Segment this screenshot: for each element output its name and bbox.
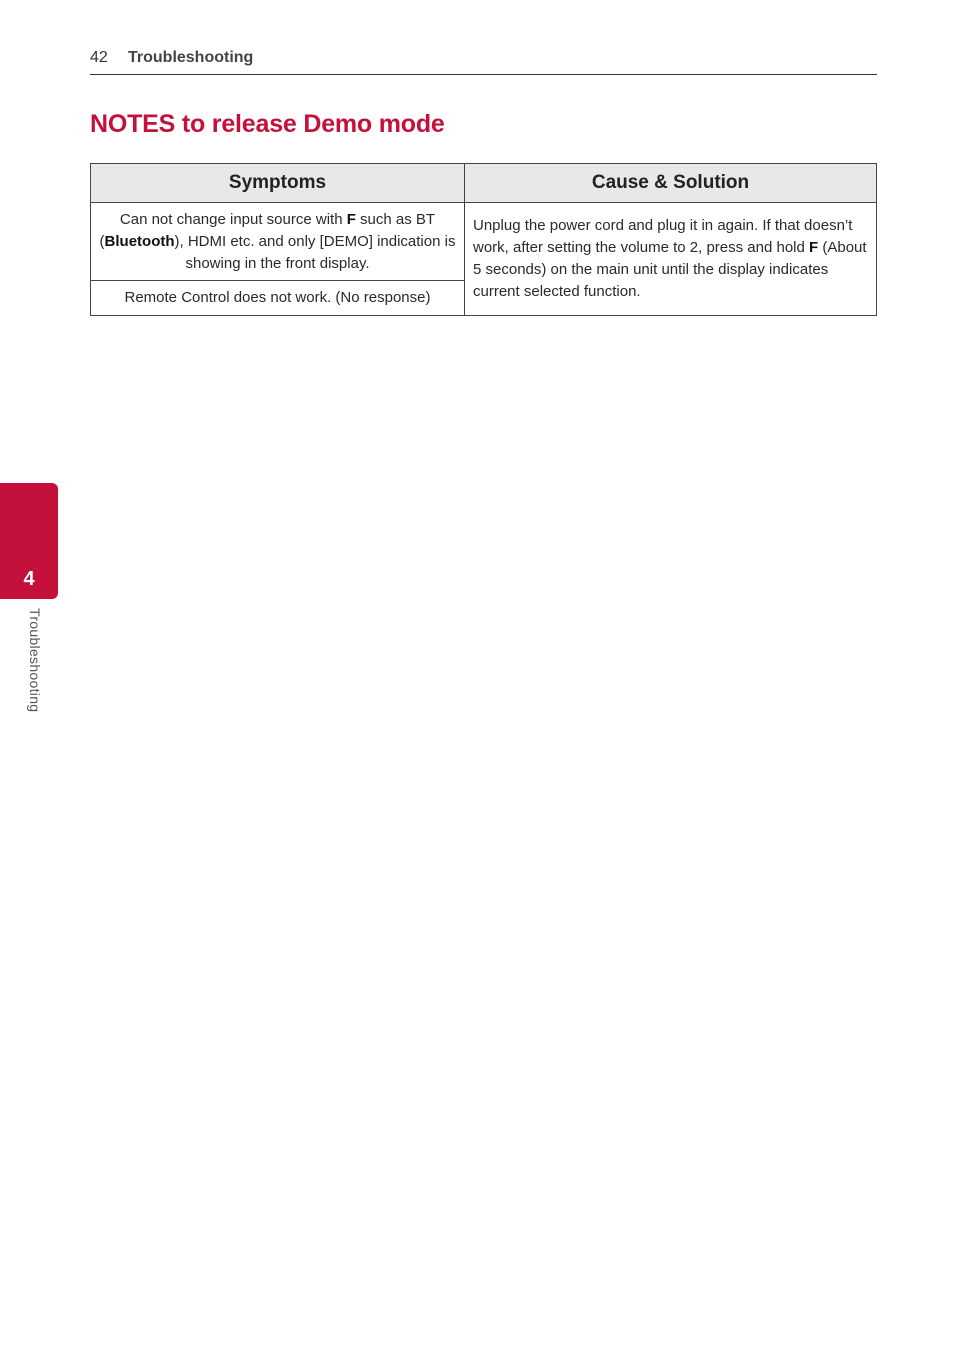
symptom-text: ), HDMI etc. and only [DEMO] indication is showing in the front display. [174,232,456,272]
function-key-label: F [346,210,356,228]
symptom-text: Remote Control does not work. (No response) [124,289,431,306]
symptom-cell [91,203,465,281]
bluetooth-label: Bluetooth [104,232,175,250]
chapter-label: Troubleshooting [27,608,43,713]
symptom-cell [91,281,465,316]
solution-text: Unplug the power cord and plug it in again. If that doesn’t work, after setting the volume to 2, press and hold [473,217,853,256]
column-header-cause-solution: Cause & Solution [465,164,877,203]
function-key-label: F [809,239,819,256]
column-header-symptoms: Symptoms [91,164,465,203]
chapter-number: 4 [23,568,35,590]
page-number: 42 [90,49,108,66]
troubleshooting-table [90,163,877,316]
symptom-text: Can not change input source with [119,210,347,228]
table-row [91,203,877,281]
page-header [90,46,877,75]
solution-text: (About 5 seconds) on the main unit until the display indicates current selected function. [473,239,867,300]
page-title: NOTES to release Demo mode [90,110,445,138]
solution-cell [465,203,877,316]
symptom-text: such as BT ( [99,210,436,250]
section-name: Troubleshooting [128,49,254,66]
chapter-tab [0,483,58,599]
table-header-row [91,164,877,203]
